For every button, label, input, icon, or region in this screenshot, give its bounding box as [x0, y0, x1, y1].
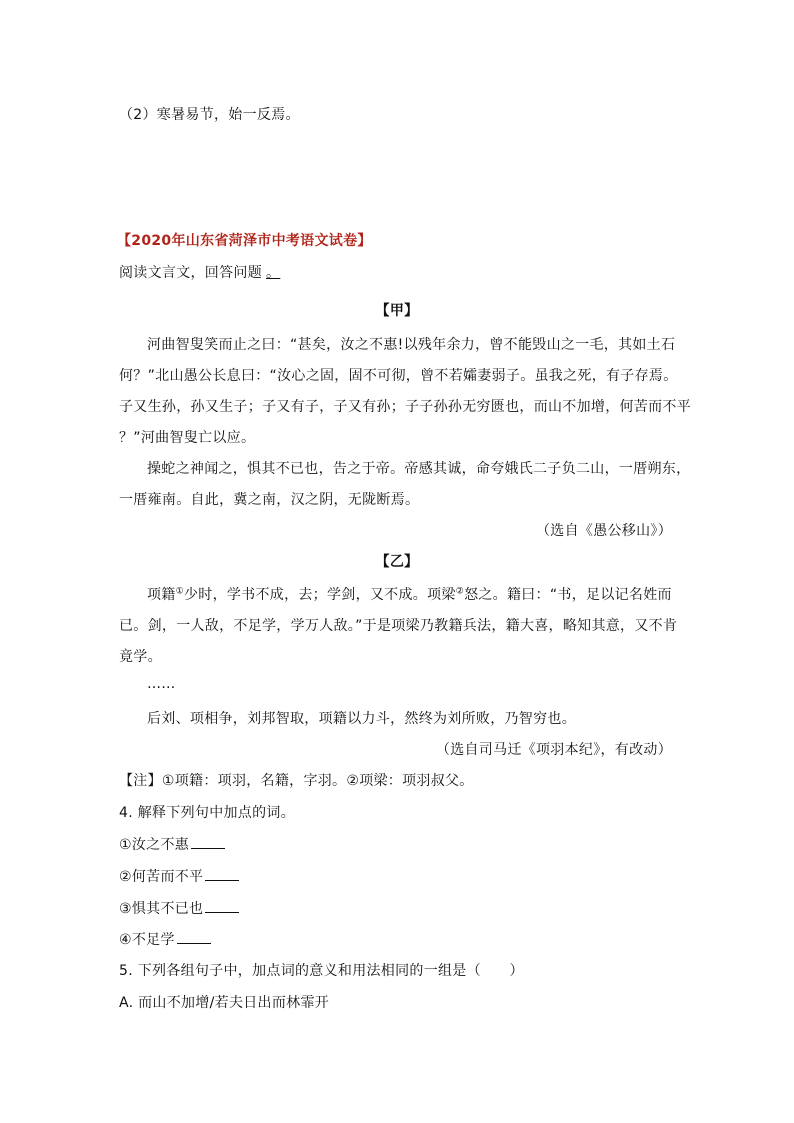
yi-text: 少时，学书不成，去；学剑，又不成。项梁	[183, 587, 456, 603]
question-4-item	[119, 866, 239, 886]
passage-yi-line: 后刘、项相争，刘邦智取，项籍以力斗，然终为刘所败，乃智穷也。	[147, 711, 576, 727]
passage-jia-line: 何？”北山愚公长息曰：“汝心之固，固不可彻，曾不若孀妻弱子。虽我之死，有子存焉。	[119, 368, 678, 384]
passage-yi-line: 已。剑，一人敌，不足学，学万人敌。”于是项梁乃教籍兵法，籍大喜，略知其意，又不肯	[119, 618, 678, 634]
question-4-item	[119, 898, 239, 918]
passage-jia-heading: 【甲】	[375, 303, 419, 319]
item-text: ③惧其不已也	[119, 901, 204, 917]
passage-yi-line: 竟学。	[119, 649, 162, 665]
answer-blank[interactable]	[205, 868, 239, 881]
passage-jia-line: 子又生孙，孙又生子；子又有子，子又有孙；子子孙孙无穷匮也，而山不加增，何苦而不平	[119, 399, 691, 415]
passage-yi-source: （选自司马迁《项羽本纪》，有改动）	[435, 742, 672, 758]
item-text: ②何苦而不平	[119, 869, 204, 885]
question-5-stem: 5. 下列各组句子中，加点词的意义和用法相同的一组是（ ）	[119, 963, 524, 979]
answer-blank[interactable]	[191, 836, 225, 849]
passage-jia-line: 一厝雍南。自此，冀之南，汉之阴，无陇断焉。	[119, 492, 420, 508]
question-4-stem: 4. 解释下列句中加点的词。	[119, 805, 296, 821]
instruction-text: 阅读文言文，回答问题	[119, 265, 262, 281]
instruction	[119, 262, 280, 282]
item-text: ①汝之不惠	[119, 837, 190, 853]
question-4-item	[119, 834, 225, 854]
yi-text: 怒之。籍曰：“书，足以记名姓而	[464, 587, 672, 603]
question-4-item	[119, 929, 211, 949]
question-2-previous: （2）寒暑易节，始一反焉。	[119, 107, 300, 123]
passage-yi-ellipsis: ……	[147, 676, 176, 692]
footnote-marker: ①	[175, 586, 184, 597]
question-5-option-a: A. 而山不加增/若夫日出而林霏开	[119, 995, 330, 1011]
passage-jia-line: 河曲智叟笑而止之曰：“甚矣，汝之不惠!以残年余力，曾不能毁山之一毛，其如土石	[147, 337, 676, 353]
footnote-marker: ②	[455, 586, 465, 597]
passage-jia-source: （选自《愚公移山》）	[536, 523, 672, 539]
source-header: 【2020年山东省菏泽市中考语文试卷】	[117, 233, 372, 249]
answer-blank[interactable]	[205, 900, 239, 913]
item-text: ④不足学	[119, 932, 175, 948]
annotation-note: 【注】①项籍：项羽，名籍，字羽。②项梁：项羽叔父。	[119, 773, 474, 789]
yi-text: 项籍	[147, 587, 176, 603]
passage-jia-line: 操蛇之神闻之，惧其不已也，告之于帝。帝感其诚，命夸娥氏二子负二山，一厝朔东，	[147, 461, 691, 477]
passage-yi-line	[147, 584, 672, 604]
instruction-mark: 。	[266, 265, 281, 281]
answer-blank[interactable]	[177, 931, 211, 944]
passage-yi-heading: 【乙】	[375, 554, 419, 570]
passage-jia-line: ？”河曲智叟亡以应。	[119, 430, 256, 446]
